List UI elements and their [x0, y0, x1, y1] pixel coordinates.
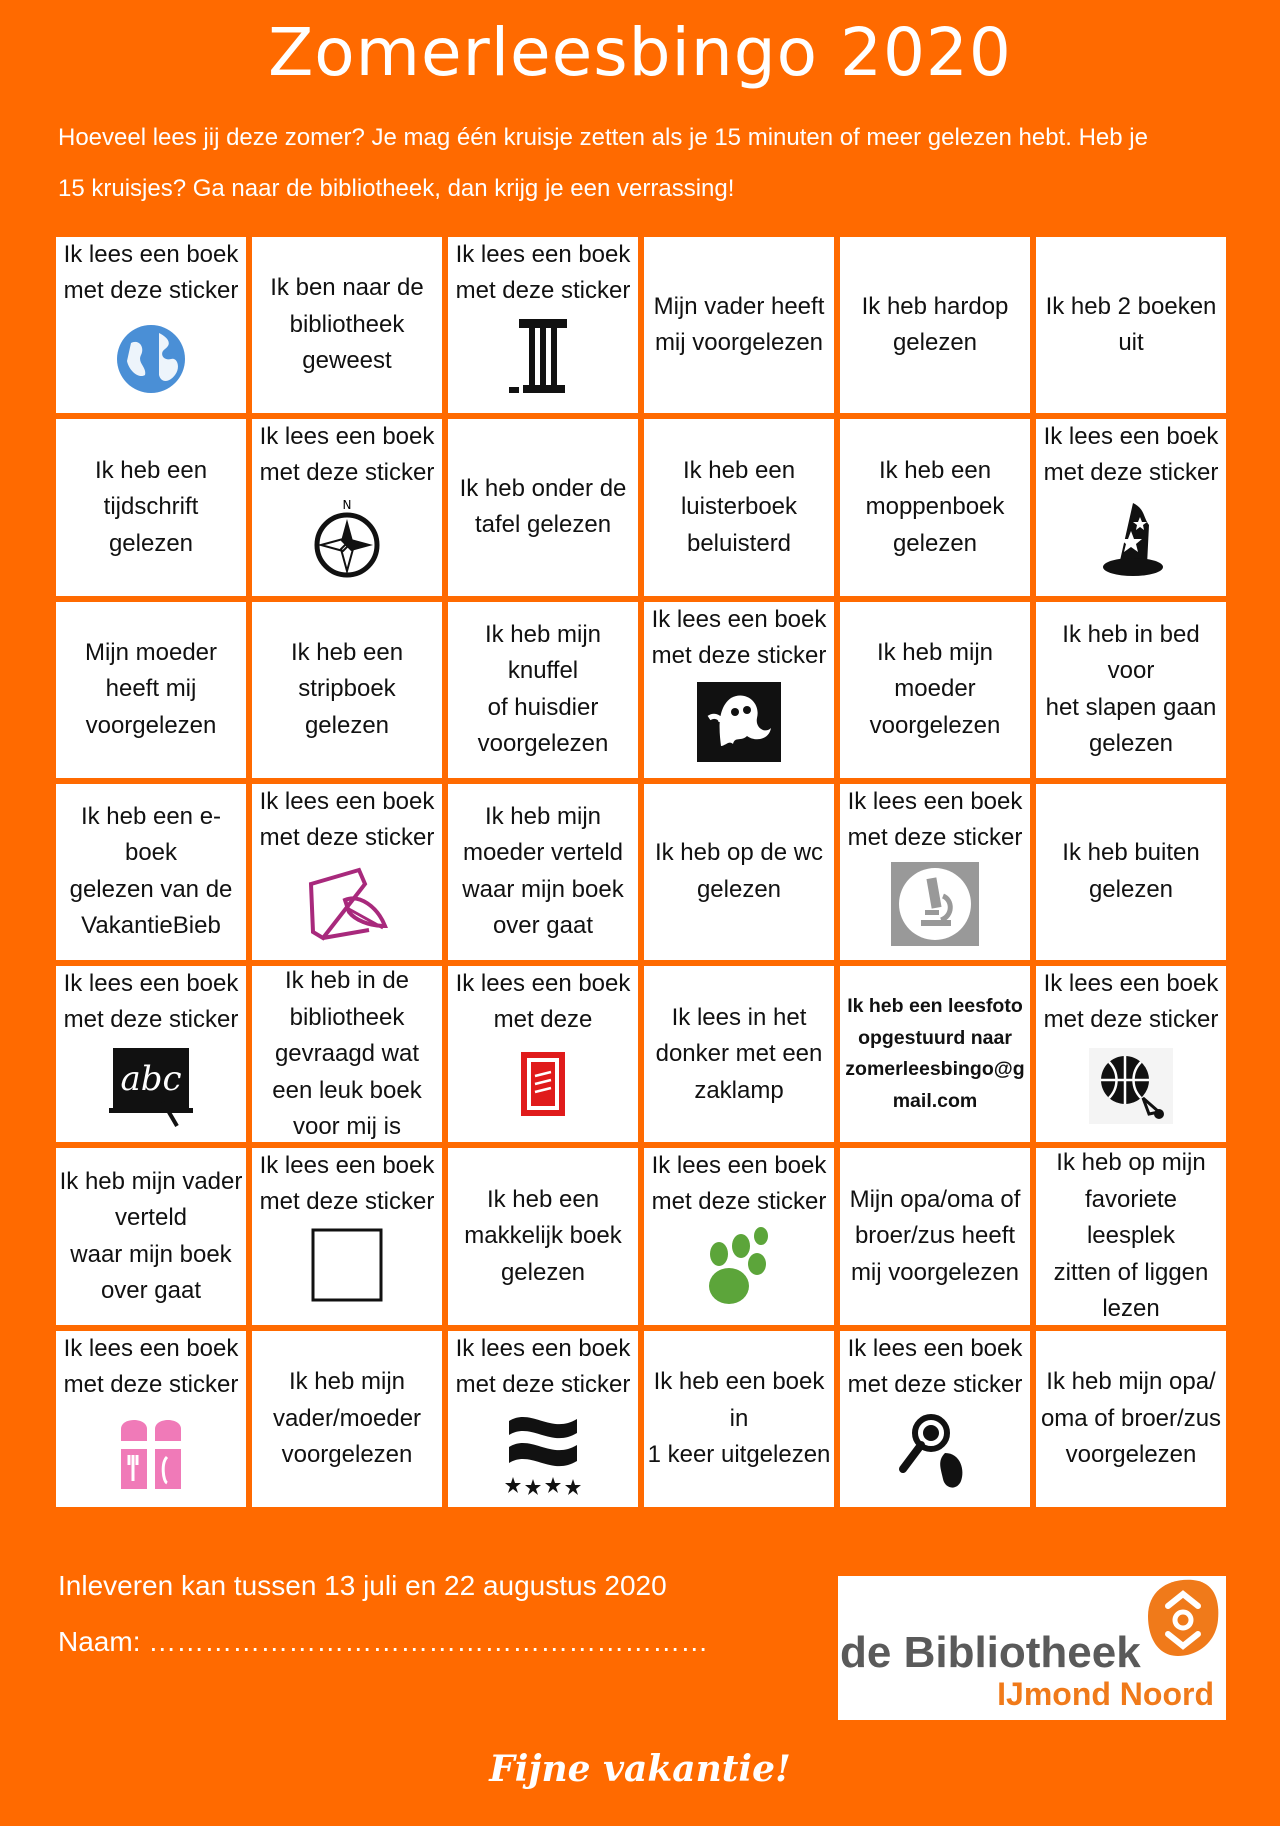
intro-text	[58, 112, 1228, 214]
bingo-cell[interactable]	[840, 419, 1030, 595]
bingo-cell-text: Ik heb een leesfoto opgestuurd naar zomerleesbingo@g mail.com	[845, 995, 1025, 1112]
bingo-cell[interactable]	[644, 602, 834, 778]
bingo-cell-text: Ik lees een boek met deze sticker	[847, 1334, 1023, 1398]
bingo-cell[interactable]	[1036, 602, 1226, 778]
bingo-cell[interactable]	[840, 602, 1030, 778]
globe-icon	[103, 313, 199, 401]
bingo-cell-text: Ik heb op mijn favoriete leesplek zitten of liggen lezen	[1053, 1149, 1209, 1323]
bingo-cell[interactable]	[56, 1331, 246, 1507]
quill-scroll-icon	[299, 860, 395, 948]
bingo-cell-text: Ik lees een boek met deze sticker	[259, 1152, 435, 1216]
magnifier-footprint-icon	[887, 1407, 983, 1495]
bingo-grid	[56, 237, 1226, 1507]
bingo-cell[interactable]	[1036, 237, 1226, 413]
intro-line-2: 15 kruisjes? Ga naar de bibliotheek, dan krijg je een verrassing!	[58, 175, 735, 202]
bingo-cell-text: Ik heb mijn moeder voorgelezen	[869, 638, 1001, 739]
bingo-cell[interactable]	[1036, 1331, 1226, 1507]
bingo-cell[interactable]	[252, 1331, 442, 1507]
red-frame-icon	[495, 1042, 591, 1130]
microscope-icon	[887, 860, 983, 948]
bingo-cell-text: Ik heb in bed voor het slapen gaan gelezen	[1045, 620, 1217, 758]
bingo-cell-text: Ik heb onder de tafel gelezen	[459, 474, 627, 539]
bingo-cell[interactable]	[448, 1148, 638, 1324]
bingo-cell[interactable]	[448, 1331, 638, 1507]
intro-line-1: Hoeveel lees jij deze zomer? Je mag één kruisje zetten als je 15 minuten of meer gelezen hebt. Heb je	[58, 124, 1148, 151]
page-title: Zomerleesbingo 2020	[268, 14, 1012, 91]
deadline-text: Inleveren kan tussen 13 juli en 22 augustus 2020	[58, 1570, 667, 1601]
paw-icon	[691, 1224, 787, 1312]
bingo-cell-text: Ik heb een e- boek gelezen van de VakantieBieb	[69, 802, 233, 940]
bingo-cell-text: Ik lees een boek met deze sticker	[455, 241, 631, 304]
bingo-cell[interactable]	[56, 784, 246, 960]
column-icon	[495, 313, 591, 401]
bingo-cell[interactable]	[1036, 784, 1226, 960]
bingo-cell-text: Ik heb in de bibliotheek gevraagd wat een leuk boek voor mij is	[272, 967, 422, 1141]
wizard-hat-icon	[1083, 495, 1179, 583]
bingo-cell[interactable]	[56, 237, 246, 413]
bingo-cell[interactable]	[448, 784, 638, 960]
bingo-cell[interactable]	[644, 1331, 834, 1507]
bingo-cell-text: Ik heb mijn opa/ oma of broer/zus voorgelezen	[1040, 1368, 1222, 1469]
bingo-cell-text: Ik heb mijn vader/moeder voorgelezen	[272, 1368, 422, 1469]
bingo-cell[interactable]	[56, 1148, 246, 1324]
bingo-cell[interactable]	[448, 237, 638, 413]
bingo-cell[interactable]	[252, 966, 442, 1142]
bingo-cell-text: Ik lees een boek met deze sticker	[651, 605, 827, 669]
bingo-cell[interactable]	[448, 966, 638, 1142]
bingo-cell[interactable]	[252, 602, 442, 778]
bingo-cell[interactable]	[840, 1148, 1030, 1324]
bingo-cell-text: Mijn moeder heeft mij voorgelezen	[84, 638, 218, 739]
bingo-cell-text: Ik lees een boek met deze sticker	[455, 1334, 631, 1398]
bingo-cell[interactable]	[1036, 966, 1226, 1142]
bingo-cell-text: Ik heb mijn vader verteld waar mijn boek over gaat	[59, 1167, 243, 1305]
bingo-cell[interactable]	[56, 602, 246, 778]
bingo-cell-text: Ik heb een luisterboek beluisterd	[680, 456, 798, 557]
bingo-cell[interactable]	[644, 966, 834, 1142]
bingo-cell[interactable]	[644, 1148, 834, 1324]
bingo-cell-text: Ik heb hardop gelezen	[861, 292, 1009, 357]
bingo-cell-text: Ik lees een boek met deze sticker	[1043, 423, 1219, 487]
bingo-cell-text: Ik lees een boek met deze sticker	[63, 970, 239, 1034]
bingo-cell[interactable]	[252, 237, 442, 413]
bingo-cell-text: Ik lees een boek met deze sticker	[651, 1152, 827, 1216]
bingo-cell-text: Ik lees een boek met deze sticker	[259, 787, 435, 851]
name-field[interactable]: Naam: ……………………………………………………	[58, 1626, 709, 1657]
bingo-cell[interactable]	[644, 419, 834, 595]
bingo-cell[interactable]	[56, 966, 246, 1142]
bingo-cell-text: Ik lees een boek met deze sticker	[1043, 970, 1219, 1034]
bingo-cell-text: Ik heb op de wc gelezen	[654, 839, 824, 903]
abc-board-icon	[103, 1042, 199, 1130]
bingo-cell[interactable]	[448, 419, 638, 595]
bingo-cell[interactable]	[56, 419, 246, 595]
bingo-cell[interactable]	[840, 966, 1030, 1142]
svg-text:N: N	[342, 498, 352, 513]
logo-sub: IJmond Noord	[997, 1676, 1214, 1712]
logo-name: de Bibliotheek	[840, 1628, 1141, 1677]
compass-icon	[299, 495, 395, 583]
bingo-cell[interactable]	[448, 602, 638, 778]
bingo-cell-text: Ik heb mijn moeder verteld waar mijn boek over gaat	[462, 802, 624, 940]
bingo-cell[interactable]	[840, 237, 1030, 413]
library-logo	[838, 1576, 1226, 1720]
bingo-cell-text: Ik heb mijn knuffel of huisdier voorgelezen	[477, 620, 609, 758]
bingo-cell[interactable]	[840, 1331, 1030, 1507]
bingo-cell-text: Ik ben naar de bibliotheek geweest	[270, 274, 424, 375]
bingo-cell-text: Ik heb een makkelijk boek gelezen	[464, 1185, 622, 1286]
bingo-cell-text: Ik heb een moppenboek gelezen	[865, 456, 1005, 557]
bingo-cell[interactable]	[252, 784, 442, 960]
bingo-cell-text: Ik lees een boek met deze sticker	[63, 241, 239, 304]
bingo-cell[interactable]	[644, 784, 834, 960]
bingo-cell-text: Mijn vader heeft mij voorgelezen	[653, 292, 825, 357]
oven-mitts-icon	[103, 1407, 199, 1495]
bingo-cell-text: Ik heb een boek in 1 keer uitgelezen	[647, 1368, 831, 1469]
bingo-cell-text: Ik lees een boek met deze sticker	[259, 423, 435, 487]
bingo-cell[interactable]	[1036, 419, 1226, 595]
bingo-cell-text: Ik lees een boek met deze sticker	[63, 1334, 239, 1398]
bingo-cell-text: Ik heb 2 boeken uit	[1045, 292, 1217, 357]
bingo-cell[interactable]	[840, 784, 1030, 960]
basketball-icon	[1083, 1042, 1179, 1130]
goodbye-text: Fijne vakantie!	[489, 1748, 791, 1790]
bingo-cell-text: Ik heb buiten gelezen	[1062, 839, 1200, 903]
flag-stars-icon	[495, 1407, 591, 1495]
bingo-cell-text: Ik heb een stripboek gelezen	[290, 638, 404, 739]
bingo-cell-text: Ik lees een boek met deze sticker	[847, 787, 1023, 851]
bingo-cell[interactable]	[644, 237, 834, 413]
svg-text:abc: abc	[120, 1059, 182, 1100]
bingo-cell[interactable]	[1036, 1148, 1226, 1324]
ghost-icon	[691, 678, 787, 766]
library-logo-icon	[1138, 1576, 1222, 1660]
bingo-cell[interactable]	[252, 419, 442, 595]
empty-square-icon	[299, 1224, 395, 1312]
bingo-cell[interactable]	[252, 1148, 442, 1324]
bingo-cell-text: Ik lees in het donker met een zaklamp	[655, 1003, 823, 1104]
bingo-cell-text: Ik lees een boek met deze	[455, 970, 631, 1034]
bingo-cell-text: Ik heb een tijdschrift gelezen	[94, 456, 208, 557]
bingo-cell-text: Mijn opa/oma of broer/zus heeft mij voorgelezen	[849, 1185, 1021, 1286]
